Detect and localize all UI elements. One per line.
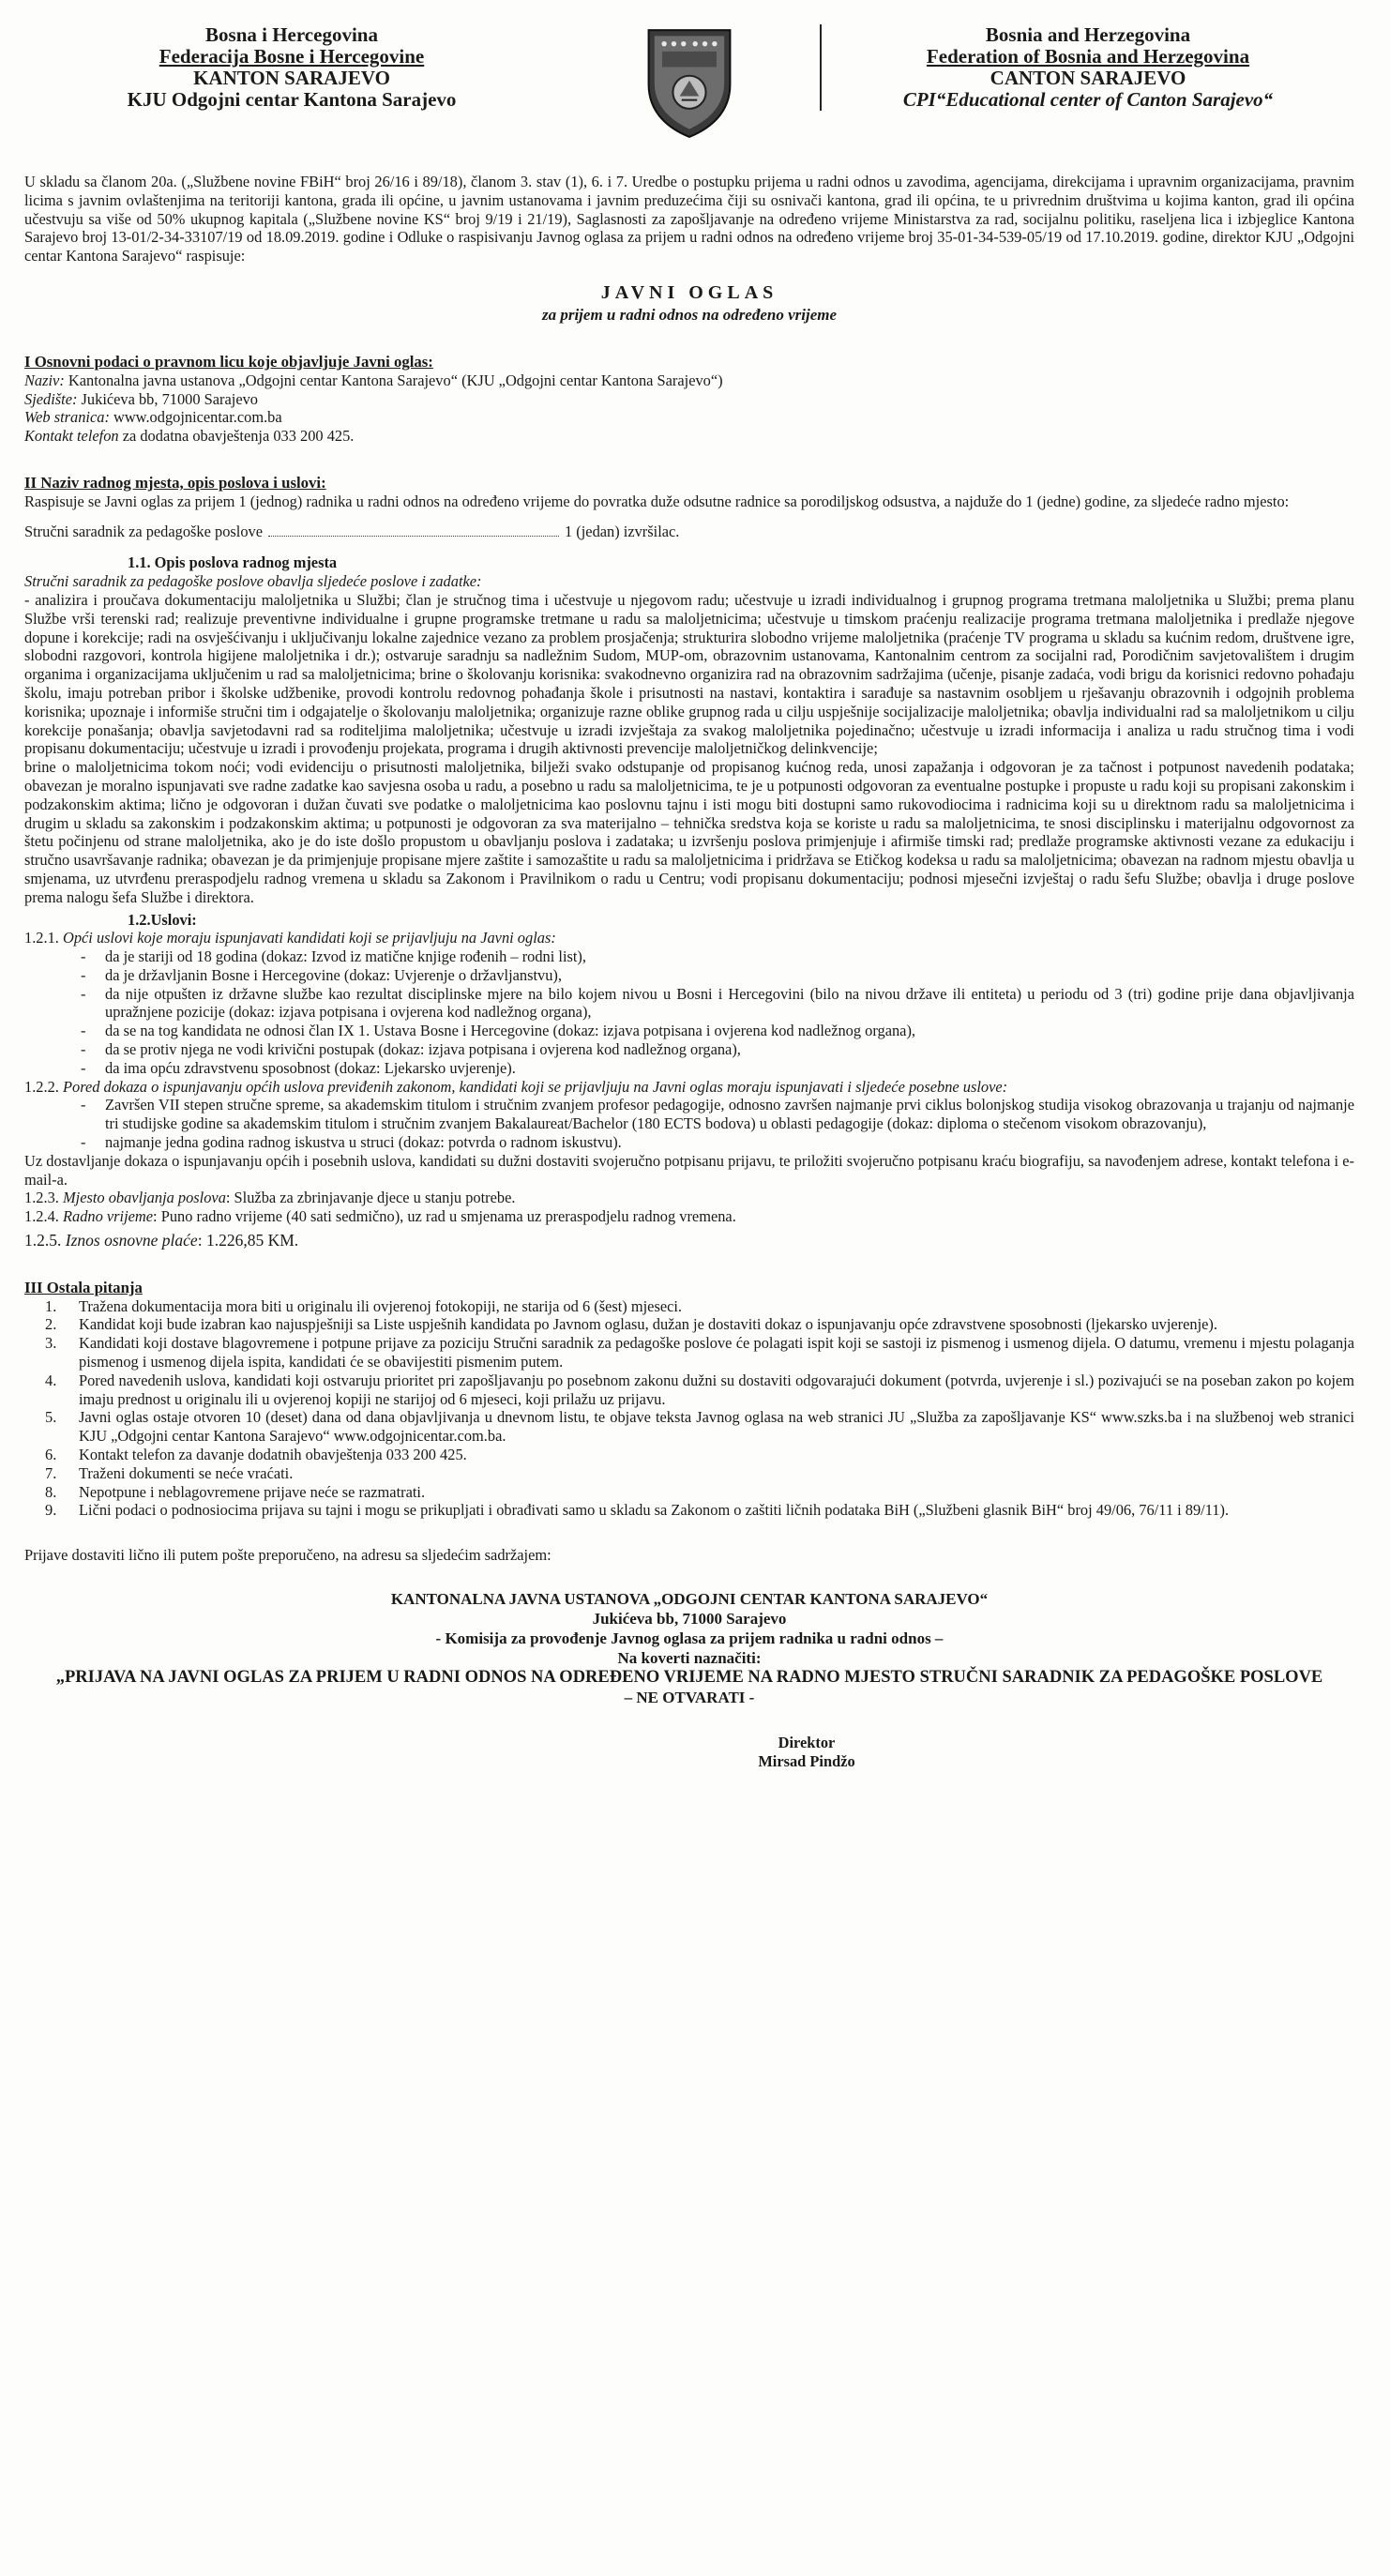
- label: Naziv:: [24, 371, 65, 389]
- list-item: - da se na tog kandidata ne odnosi član IX 1. Ustava Bosne i Hercegovine (dokaz: izjava potpisana i ovjerena kod nadležnog organa),: [81, 1022, 1354, 1040]
- list-item: 3. Kandidati koji dostave blagovremene i potpune prijave za poziciju Stručni saradnik za pedagoške poslove će polagati ispit koji se sastoji iz pismenog i usmenog dijela. O datumu, vremenu i mjestu polaganja pismenog i usmenog dijela ispita, kandidati će se obavijestiti pismenim putem.: [45, 1334, 1354, 1371]
- notice-title-block: [24, 282, 1354, 325]
- value: : Puno radno vrijeme (40 sati sedmično), uz rad u smjenama uz preraspodjelu radnog vremena.: [153, 1207, 736, 1226]
- clause-number: 1.2.4.: [24, 1207, 59, 1226]
- federation-name: Federacija Bosne i Hercegovine: [159, 45, 425, 68]
- label: Iznos osnovne plaće: [65, 1231, 198, 1250]
- signer-name: Mirsad Pindžo: [758, 1752, 855, 1770]
- value: za dodatna obavještenja 033 200 425.: [118, 427, 355, 446]
- position-intro: Raspisuje se Javni oglas za prijem 1 (jednog) radnika u radni odnos na određeno vrijeme do povratka duže odsutne radnice sa porodiljskog odsustva, a najduže do 1 (jedne) godine, za sljedeće radno mjesto:: [24, 492, 1290, 510]
- section-heading: I Osnovni podaci o pravnom licu koje objavljuje Javni oglas:: [24, 352, 433, 371]
- entity-name-line: [24, 371, 1354, 390]
- address-institution: KANTONALNA JAVNA USTANOVA „ODGOJNI CENTAR KANTONA SARAJEVO“: [390, 1590, 989, 1608]
- job-description-intro: Stručni saradnik za pedagoške poslove obavlja sljedeće poslove i zadatke:: [24, 572, 482, 591]
- section-heading: III Ostala pitanja: [24, 1278, 143, 1296]
- institution-name: KJU Odgojni centar Kantona Sarajevo: [127, 88, 457, 111]
- label: Sjedište:: [24, 389, 78, 408]
- signer-title: Direktor: [778, 1734, 836, 1751]
- label: Mjesto obavljanja poslova: [63, 1189, 226, 1207]
- conditions-heading: 1.2.Uslovi:: [128, 910, 197, 929]
- clause-text: Pored dokaza o ispunjavanju općih uslova previđenih zakonom, kandidati koji se prijavljuju na Javni oglas moraju ispunjavati i sljedeće posebne uslove:: [58, 1077, 1008, 1096]
- list-item: - Završen VII stepen stručne spreme, sa akademskim titulom i stručnim zvanjem profesor pedagogije, odnosno završen najmanje prvi ciklus bolonjskog studija visokog obrazovanja u trajanju od najmanje tri studijske godine sa akademskim titulom i stručnim zvanjem Bakalaureat/Bachelor (180 ECTS bodova) u oblasti pedagogije (dokaz: diploma o stečenom visokom obrazovanju),: [81, 1096, 1354, 1133]
- list-item: - najmanje jedna godina radnog iskustva u struci (dokaz: potvrda o radnom iskustvu).: [81, 1133, 1354, 1152]
- entity-address-line: [24, 390, 1354, 409]
- list-item: 2. Kandidat koji bude izabran kao najuspješniji sa Liste uspješnih kandidata po Javnom oglasu, dužan je dostaviti dokaz o ispunjavanju opće zdravstvene sposobnosti (ljekarsko uvjerenje).: [45, 1315, 1217, 1334]
- special-conditions-list: [24, 1096, 1354, 1151]
- clause-number: 1.2.2.: [24, 1077, 59, 1096]
- label: Kontakt telefon: [24, 427, 119, 446]
- address-commission: - Komisija za provođenje Javnog oglasa za prijem radnika u radni odnos –: [435, 1629, 944, 1647]
- position-name: Stručni saradnik za pedagoške poslove: [24, 522, 263, 540]
- letterhead: [24, 24, 1354, 146]
- section-other-questions: [24, 1279, 1354, 1520]
- federation-name-en: Federation of Bosnia and Herzegovina: [926, 45, 1250, 68]
- job-description-text: - analizira i proučava dokumentaciju maloljetnika u Službi; član je stručnog tima i učestvuje u njegovom radu; učestvuje u izradi individualnog i grupnog programa tretmana maloljetnika u Službi; prema planu Službe vrši terenski rad; realizuje preventivne individualne i grupne programske tretmane u radu sa maloljetnicima; učestvuje u timskom praćenju realizacije programa tretmana maloljetnika i predlaže njegove dopune i korekcije; radi na osvješćivanju i uključivanju lokalne zajednice vezano za problem prosjačenja; strukturira slobodno vrijeme maloljetnika (praćenje TV programa u skladu sa kućnim redom, društvene igre, slobodni razgovori, kontrola higijene maloljetnika i dr.); ostvaruje saradnju sa nadležnim Sudom, MUP-om, obrazovnim ustanovama, Kantonalnim centrom za socijalni rad, Porodičnim savjetovalištem i drugim organima i organizacijama uključenim u rad sa maloljetnicima; brine o školovanju korisnika: svakodnevno organizira rad na obrazovnim sadržajima (učenje, pisanje zadaća, vodi brigu da korisnici redovno pohađaju školu, imaju potreban pribor i školske udžbenike, provodi kontrolu redovnog pohađanja škole i prisutnosti na nastavi, kontaktira i sarađuje sa nastavnim osobljem u rješavanju obrazovnih i odgojnih problema korisnika; upoznaje i informiše stručni tim i odgajatelje o školovanju maloljetnika; organizuje razne oblike grupnog rada u cilju uspješnije socijalizacije maloljetnika; obavlja individualni rad sa maloljetnikom u cilju korekcije ponašanja; obavlja savjetodavni rad sa roditeljima maloljetnika; učestvuje u izradi izvještaja za svakog maloljetnika pojedinačno; učestvuje u izradi informacija i analiza u radu stručnog tima i vodi propisanu dokumentaciju; učestvuje u izradi i provođenju projekata, programa i drugih aktivnosti prevencije maloljetničkog delinkvencije;: [24, 590, 1354, 758]
- clause-number: 1.2.5.: [24, 1231, 62, 1250]
- envelope-note-label: Na koverti naznačiti:: [617, 1649, 762, 1667]
- envelope-note: „PRIJAVA NA JAVNI OGLAS ZA PRIJEM U RADNI ODNOS NA ODREĐENO VRIJEME NA RADNO MJESTO STRUČNI SARADNIK ZA PEDAGOŠKE POSLOVE: [55, 1668, 1323, 1687]
- clause-text: Opći uslovi koje moraju ispunjavati kandidati koji se prijavljuju na Javni oglas:: [58, 929, 556, 947]
- section-heading: II Naziv radnog mjesta, opis poslova i uslovi:: [24, 473, 326, 492]
- list-item: - da ima opću zdravstvenu sposobnost (dokaz: Ljekarsko uvjerenje).: [81, 1059, 1354, 1078]
- clause-number: 1.2.1.: [24, 929, 59, 947]
- clause-number: 1.2.3.: [24, 1189, 59, 1207]
- list-item: 4. Pored navedenih uslova, kandidati koji ostvaruju prioritet pri zapošljavanju po posebnom zakonu dužni su dostaviti odgovarajući dokument (potvrda, uvjerenje i sl.) pozivajući se na poseban zakon po kojem imaju prednost u originalu ili u ovjerenoj kopiji ne starijoj od 6 mjeseci, koji prilažu uz prijavu.: [45, 1371, 1354, 1408]
- address-street: Jukićeva bb, 71000 Sarajevo: [592, 1610, 787, 1628]
- envelope-address: [24, 1589, 1354, 1707]
- value: Jukićeva bb, 71000 Sarajevo: [77, 389, 258, 408]
- general-conditions-list: [24, 947, 1354, 1078]
- position-line: [24, 523, 1354, 541]
- section-position: [24, 474, 1354, 1250]
- value: : 1.226,85 KM.: [197, 1231, 299, 1250]
- general-conditions-intro: [24, 929, 1354, 947]
- working-hours-line: [24, 1207, 1354, 1226]
- section-legal-entity: [24, 353, 1354, 446]
- value: Kantonalna javna ustanova „Odgojni centar Kantona Sarajevo“ (KJU „Odgojni centar Kantona Sarajevo“): [64, 371, 723, 389]
- notice-title: JAVNI OGLAS: [600, 281, 778, 303]
- list-item: 7. Traženi dokumenti se neće vraćati.: [45, 1463, 294, 1482]
- canton-name-en: CANTON SARAJEVO: [990, 67, 1186, 89]
- do-not-open: – NE OTVARATI -: [624, 1689, 755, 1706]
- letterhead-left: [24, 24, 559, 111]
- institution-name-en: CPI“Educational center of Canton Sarajevo“: [902, 88, 1274, 111]
- list-item: - da je državljanin Bosne i Hercegovine (dokaz: Uvjerenje o državljanstvu),: [81, 966, 1354, 985]
- entity-web-line: [24, 408, 1354, 427]
- other-questions-list: [24, 1297, 1354, 1521]
- position-count: 1 (jedan) izvršilac.: [564, 522, 680, 540]
- letterhead-right: [820, 24, 1354, 111]
- list-item: - da se protiv njega ne vodi krivični postupak (dokaz: izjava potpisana i ovjerena kod nadležnog organa),: [81, 1040, 1354, 1059]
- sarajevo-canton-crest-icon: [638, 24, 741, 146]
- salary-line: [24, 1232, 1354, 1250]
- work-location-line: [24, 1189, 1354, 1207]
- application-requirements: Uz dostavljanje dokaza o ispunjavanju općih i posebnih uslova, kandidati su dužni dostaviti svojeručno potpisanu prijavu, te priložiti svojeručno potpisanu kraću biografiju, sa navođenjem adrese, kontakt telefona i e-mail-a.: [24, 1151, 1354, 1189]
- list-item: 5. Javni oglas ostaje otvoren 10 (deset) dana od dana objavljivanja u dnevnom listu, te objave teksta Javnog oglasa na web stranici JU „Služba za zapošljavanje KS“ www.szks.ba i na službenoj web stranici KJU „Odgojni centar Kantona Sarajevo“ www.odgojnicentar.com.ba.: [45, 1408, 1354, 1446]
- list-item: - da je stariji od 18 godina (dokaz: Izvod iz matične knjige rođenih – rodni list),: [81, 947, 1354, 966]
- list-item: 9. Lični podaci o podnosiocima prijava su tajni i mogu se prikupljati i obrađivati samo u skladu sa Zakonom o zaštiti ličnih podataka BiH („Službeni glasnik BiH“ broj 49/06, 76/11 i 89/11).: [45, 1501, 1230, 1520]
- list-item: 6. Kontakt telefon za davanje dodatnih obavještenja 033 200 425.: [45, 1446, 467, 1464]
- entity-phone-line: [24, 427, 1354, 446]
- list-item: 1. Tražena dokumentacija mora biti u originalu ili ovjerenoj fotokopiji, ne starija od 6 (šest) mjeseci.: [45, 1296, 683, 1315]
- special-conditions-intro: [24, 1078, 1354, 1097]
- submission-intro: Prijave dostaviti lično ili putem pošte preporučeno, na adresu sa sljedećim sadržajem:: [24, 1546, 551, 1565]
- canton-name: KANTON SARAJEVO: [193, 67, 390, 89]
- label: Radno vrijeme: [63, 1207, 154, 1226]
- country-name-en: Bosnia and Herzegovina: [985, 23, 1191, 46]
- list-item: - da nije otpušten iz državne službe kao rezultat disciplinske mjere na bilo kojem nivou u Bosni i Hercegovini (bilo na nivou države ili entiteta) u periodu od 3 (tri) godine prije dana objavljivanja upražnjene pozicije (dokaz: izjava potpisana i ovjerena kod nadležnog organa),: [81, 985, 1354, 1023]
- notice-subtitle: za prijem u radni odnos na određeno vrijeme: [541, 305, 838, 324]
- country-name: Bosna i Hercegovina: [205, 23, 378, 46]
- job-description-heading: 1.1. Opis poslova radnog mjesta: [128, 553, 338, 572]
- value: : Služba za zbrinjavanje djece u stanju potrebe.: [225, 1189, 516, 1207]
- job-description-text: brine o maloljetnicima tokom noći; vodi evidenciju o prisutnosti maloljetnika, bilježi svako odstupanje od propisanog kućnog reda, unosi zapažanja i odgovoran je za tačnost i potpunost navedenih podataka; obavezan je moralno ispunjavati sve radne zadatke kao savjesna osoba u radu, a posebno u radu sa maloljetnicima, te je u potpunosti odgovoran za eventualne postupke i propuste u radu koji su propisani zakonskim i podzakonskim aktima; lično je odgovoran i dužan čuvati sve podatke o maloljetnicima kao poslovnu tajnu i isti mogu biti dostupni samo rukovodiocima i radnicima koji su u direktnom radu sa maloljetnicima i drugim u skladu sa zakonskim i podzakonskim aktima; u potpunosti je odgovoran za sva materijalno – tehnička sredstva koja se koriste u radu sa maloljetnicima, te snosi disciplinsku i materijalnu odgovornost za štetu počinjenu od strane maloljetnika, ako je do iste došlo propustom u obavljanju poslova i zadataka; u izvršenju poslova primjenjuje i afirmiše timski rad; predlaže programske aktivnosti vezane za edukaciju i stručno usavršavanje radnika; obavezan je da primjenjuje propisane mjere zaštite i samozaštite u radu sa maloljetnicima i pridržava se Etičkog kodeksa u radu sa maloljetnicima; obavezan na radnom mjestu obavlja u smjenama, uz utvrđenu preraspodjelu radnog vremena u skladu sa Zakonom i Pravilnikom o radu u Centru; vodi propisanu dokumentaciju; podnosi mjesečni izvještaj o radu šefu Službe; obavlja i druge poslove prema nalogu šefa Službe i direktora.: [24, 758, 1354, 906]
- signature-block: [259, 1734, 1354, 1771]
- submission-instructions: [24, 1546, 1354, 1565]
- legal-basis-paragraph: U skladu sa članom 20a. („Službene novine FBiH“ broj 26/16 i 89/18), članom 3. stav (1), 6. i 7. Uredbe o postupku prijema u radni odnos u zavodima, agencijama, direkcijama i upravnim organizacijama, pravnim licima s javnim ovlaštenjima na teritoriji kantona, grada ili općine, u javnim ustanovama i javnim preduzećima čiji su osnivači kantona, grad ili općina, te u privrednim društvima u kojima kanton, grad ili općina učestvuju sa više od 50% ukupnog kapitala („Službene novine KS“ broj 9/19 i 21/19), Saglasnosti za zapošljavanje na određeno vrijeme Ministarstva za rad, socijalnu politiku, raseljena lica i izbjeglice Kantona Sarajevo broj 13-01/2-34-33107/19 od 18.09.2019. godine i Odluke o raspisivanju Javnog oglasa za prijem u radni odnos na određeno vrijeme broj 35-01-34-539-05/19 od 17.10.2019. godine, direktor KJU „Odgojni centar Kantona Sarajevo“ raspisuje:: [24, 173, 1354, 265]
- label: Web stranica:: [24, 408, 110, 427]
- list-item: 8. Nepotpune i neblagovremene prijave neće se razmatrati.: [45, 1482, 426, 1501]
- value: www.odgojnicentar.com.ba: [109, 408, 282, 427]
